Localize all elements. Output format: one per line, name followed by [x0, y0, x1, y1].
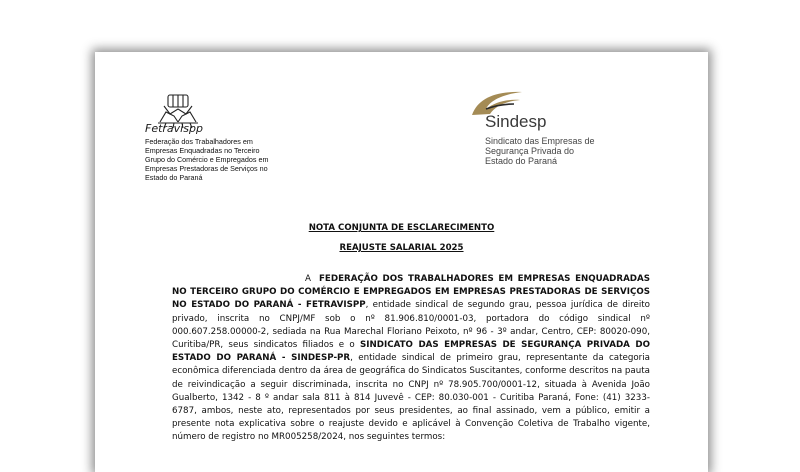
sindesp-desc-line: Estado do Paraná — [485, 156, 558, 166]
sindesp-description — [485, 136, 655, 166]
fetravispp-name: Fetravispp — [145, 122, 203, 135]
document-page — [95, 52, 708, 472]
fetravispp-desc-line: Grupo do Comércio e Empregados em — [145, 155, 269, 164]
document-title: NOTA CONJUNTA DE ESCLARECIMENTO — [308, 223, 495, 233]
sindesp-name: Sindesp — [485, 112, 547, 131]
fetravispp-desc-line: Empresas Enquadradas no Terceiro — [145, 146, 260, 155]
paragraph-text-2: , entidade sindical de primeiro grau, representante da categoria econômica diferenciada dentro da área de geográfica do Sindicatos Suscitantes, conforme descritos na pauta de reivindicação a seguir discriminada, inscrita no CNPJ nº 78.905.700/0001-12, situada à Avenida João Gualberto, 1342 - 8 º andar sala 811 à 814 Juvevê - CEP: 80.030-001 - Curitiba Paraná, Fone: (41) 3233-6787, ambos, neste ato, representados por seus presidentes, ao final assinado, vem a público, emitir a presente nota explicativa sobre o reajuste devido e aplicável à Convenção Coletiva de Trabalho vigente, número de registro no MR005258/2024, nos seguintes termos: — [172, 353, 650, 443]
paragraph-text-1: , entidade sindical de segundo grau, pessoa jurídica de direito privado, inscrita no CNPJ/MF sob o nº 81.906.810/0001-03, portadora do código sindical nº 000.607.258.00000-2, sediada na Rua Marechal Floriano Peixoto, nº 96 - 3º andar, Centro, CEP: 80020-090, Curitiba/PR, seus sindicatos filiados e o — [172, 300, 650, 351]
sindesp-desc-line: Segurança Privada do — [485, 146, 575, 156]
body-paragraph — [172, 273, 650, 445]
fetravispp-description — [145, 137, 305, 182]
fetravispp-desc-line: Empresas Prestadoras de Serviços no — [145, 164, 268, 173]
sindesp-desc-line: Sindicato das Empresas de — [485, 136, 595, 146]
fetravispp-desc-line: Federação dos Trabalhadores em — [145, 137, 253, 146]
paragraph-lead: A — [305, 274, 311, 284]
fetravispp-desc-line: Estado do Paraná — [145, 173, 203, 182]
document-subtitle: REAJUSTE SALARIAL 2025 — [339, 243, 464, 253]
sindesp-full-name: SINDICATO DAS EMPRESAS DE SEGURANÇA PRIVADA DO ESTADO DO PARANÁ - SINDESP-PR — [172, 340, 650, 364]
fetravispp-full-name: FEDERAÇÃO DOS TRABALHADORES EM EMPRESAS ENQUADRADAS NO TERCEIRO GRUPO DO COMÉRCIO E EMPREGADOS EM EMPRESAS PRESTADORAS DE SERVIÇOS NO ESTADO DO PARANÁ - FETRAVISPP — [172, 274, 650, 311]
